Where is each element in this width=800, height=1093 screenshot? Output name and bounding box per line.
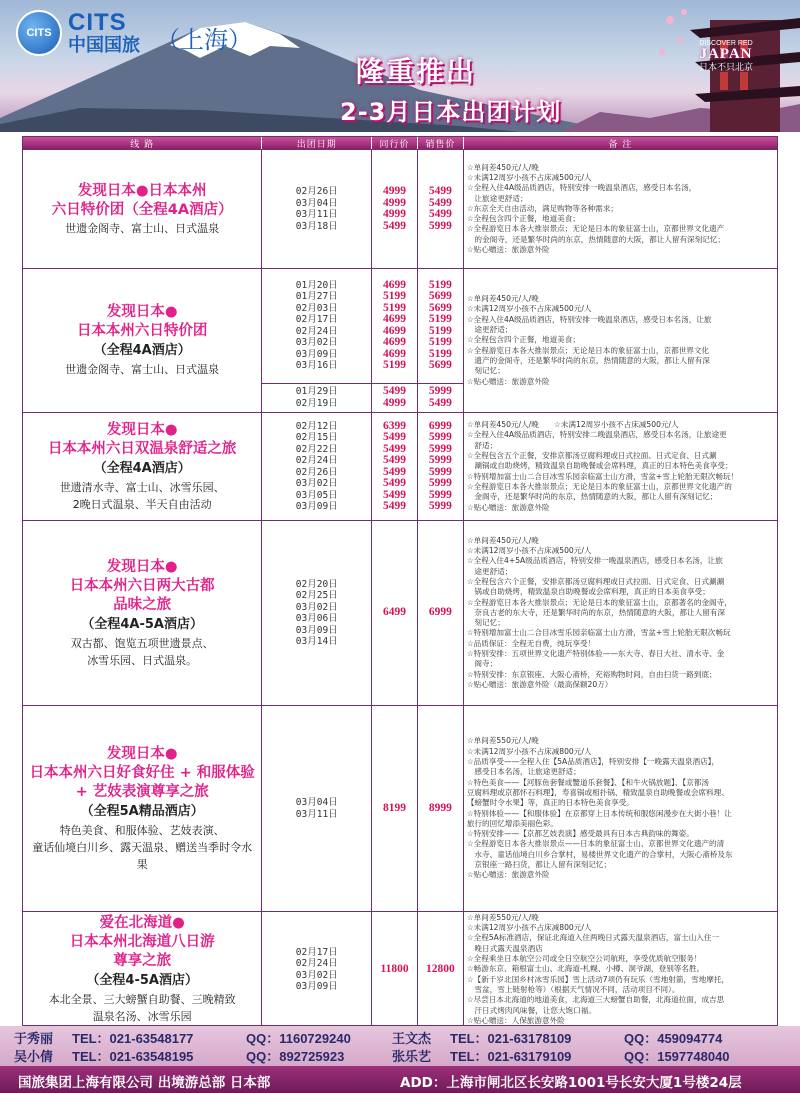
departure-date: 01月27日 [295,291,338,303]
note-line: ☆单间差450元/人/晚 [466,535,539,545]
notes-cell [464,150,777,268]
japan-logo-main: JAPAN [699,46,753,62]
departure-date: 03月06日 [295,613,338,624]
table-row [23,911,777,1027]
departure-date: 02月25日 [295,590,338,601]
table-row [23,520,777,705]
note-line: 阁寺； [466,659,498,669]
note-line: 的金阁寺，还是繁华时尚的东京，热情随意的大阪，都让人留有深刻记忆； [466,234,726,244]
contact-row [14,1046,794,1066]
note-line: ☆贴心赠送：旅游意外险 [466,245,550,255]
contact-qq: QQ：892725923 [246,1049,345,1064]
note-line: ☆单间差450元/人/晚 [466,294,539,304]
peer-price-cell [372,269,418,412]
sale-price: 12800 [426,962,455,975]
sale-price: 5499 [428,196,452,209]
note-line: 【螃蟹时令水果】等，真正的日本特色美食享受。 [466,798,634,808]
peer-price-group [372,521,417,705]
route-highlights: 2晚日式温泉、半天自由活动 [72,497,212,511]
banner-headline: 隆重推出 [356,55,477,88]
note-line: ☆【新千岁北国乡村冰雪乐园】雪上活动7项仍有玩乐（雪地射箭，雪地摩托， [466,974,730,984]
note-line: 涮锅或自助烧烤，精致温泉自助晚餐或会席料理，真正的日本特色美食享受； [466,461,733,471]
peer-price: 5499 [383,431,407,443]
date-group [262,383,371,412]
note-line: 金阁寺，还是繁华时尚的东京，热情随意的大阪，都让人留有深刻记忆； [466,492,718,502]
date-group [262,912,371,1027]
peer-price: 4699 [383,324,407,337]
note-line: ☆全程包含四个正餐，地道美食； [466,214,580,224]
sale-price: 5699 [428,359,452,372]
peer-price: 4999 [383,208,407,220]
departure-date: 03月02日 [295,601,338,613]
route-highlights: 世遗金阁寺、富士山、日式温泉 [65,221,220,235]
peer-price: 5199 [383,359,407,372]
note-line: ☆单间差450元/人/晚 ☆未满12周岁小孩不占床减500元/人 [466,420,679,430]
note-line: ☆特别安排——【京都艺妓表演】感受最具有日本古典韵味的舞姿。 [466,829,694,839]
route-highlights: 世遗清水寺、富士山、冰雪乐园、 [59,480,225,494]
table-body [23,149,777,1027]
route-title-line: 爱在北海道● [99,915,185,931]
notes-cell [464,706,777,911]
route-hotel-level: （全程4-5A酒店） [86,973,198,988]
note-line: ☆特别安排：五项世界文化遗产特别体验——东大寺、春日大社、清水寺、金 [466,649,725,659]
table-row [23,149,777,268]
sale-price-cell [418,912,464,1027]
header-sale-price: 销售价 [418,137,464,149]
japan-logo-top: DISCOVER RED [699,40,753,47]
departure-dates-cell [262,150,372,268]
contact-row [14,1028,794,1048]
contact-name: 王文杰 [392,1031,432,1046]
sale-price-group [418,521,463,705]
sale-price: 5199 [428,336,452,349]
note-line: ☆品质享受——全程入住【5A品质酒店】，特别安排【一晚露天温泉酒店】， [466,757,720,767]
sale-price: 5999 [428,488,452,501]
note-line: 刻记忆； [466,618,505,628]
note-line: ☆品质保证：全程无自费，纯玩享受！ [466,638,596,648]
footer-bar [0,1066,800,1093]
peer-price-cell [372,150,418,268]
sale-price: 5699 [428,290,452,303]
header-banner [0,0,800,132]
sale-price-group [418,706,463,911]
note-line: ☆未满12周岁小孩不占床减500元/人 [466,172,592,182]
sale-price: 5999 [428,454,452,466]
sale-price-cell [418,706,464,911]
note-line: ☆未满12周岁小孩不占床减800元/人 [466,746,592,756]
date-group [262,150,371,268]
peer-price: 6499 [383,606,407,619]
peer-price-cell [372,413,418,520]
peer-price-group [372,150,417,268]
sale-price-group [418,269,463,383]
departure-date: 02月15日 [295,432,338,443]
note-line: 豆腐料理或京都怀石料理】，寿喜锅或相扑锅、精致温泉自助晚餐或会席料理、 [466,787,729,797]
route-title-line: 日本本州六日两大古都 [69,577,215,594]
banner-subheadline: 2-3月日本出团计划 [340,98,562,126]
note-line: ☆未满12周岁小孩不占床减500元/人 [466,304,592,314]
note-line: ☆尽尝日本北海道的地道美食，北海道三大螃蟹自助餐，北海道拉面，成吉思 [466,995,725,1005]
notes-cell [464,912,777,1027]
peer-price: 5499 [383,488,407,501]
route-highlights: 童话仙境白川乡、露天温泉、赠送当季时令水果 [32,840,253,871]
peer-price: 4999 [383,185,407,197]
peer-price-group [372,912,417,1027]
peer-price: 5199 [383,301,407,314]
footer-address: ADD：上海市闸北区长安路1001号长安大厦1号楼24层 [400,1075,742,1091]
route-title-line: 日本本州六日双温泉舒适之旅 [47,440,237,457]
note-line: ☆单间差450元/人/晚 [466,162,539,172]
date-group [262,521,371,705]
departure-date: 02月26日 [295,466,338,478]
table-row [23,412,777,520]
departure-date: 02月03日 [295,302,338,314]
contact-tel: TEL：021-63548195 [72,1049,194,1064]
peer-price: 4999 [383,396,407,409]
note-line: ☆全程游览日本各大推崇景点；无论是日本的象征富士山，京都世界文化遗产的 [466,481,732,491]
departure-date: 03月04日 [295,797,338,808]
note-line: 旅行的回忆增添美丽色彩。 [466,818,558,828]
departure-date: 03月05日 [295,489,338,501]
departure-date: 03月09日 [295,501,338,512]
departure-date: 01月29日 [295,386,338,398]
note-line: ☆特别体验——【和服体验】在京都穿上日本传统和服悠闲漫步在大街小巷！让 [466,808,732,818]
route-title-line: 日本本州六日好食好住 + 和服体验 [29,764,255,781]
sale-price: 6999 [428,606,452,619]
route-cell [23,413,262,520]
peer-price: 5499 [383,442,407,455]
route-title-line: 品味之旅 [113,596,172,613]
departure-date: 03月09日 [295,348,338,360]
sale-price-group [418,912,463,1027]
peer-price: 11800 [380,962,409,975]
note-line: ☆全程游览日本各大推崇景点——日本的象征富士山、京都世界文化遗产的清 [466,839,725,849]
peer-price: 4699 [383,278,407,291]
discover-japan-logo [690,40,762,73]
sale-price: 5999 [428,442,452,455]
japan-logo-cn: 日本不只北京 [698,63,753,73]
route-cell [23,706,262,911]
peer-price: 4699 [383,313,407,326]
route-highlights: 冰雪乐园、日式温泉。 [87,653,198,667]
route-hotel-level: （全程4A酒店） [93,343,191,358]
departure-date: 03月02日 [295,337,338,349]
note-line: ☆特色美食——【河豚鱼套餐或蟹道乐套餐】、【和牛火锅放题】、【京都汤 [466,777,710,787]
notes-cell [464,521,777,705]
departure-date: 02月17日 [295,314,338,326]
note-line: 雪盆，雪上链射枪等）（根据天气情况不同，活动项目不同）。 [466,984,680,994]
footer-company: 国旅集团上海有限公司 出境游总部 日本部 [18,1075,271,1091]
departure-dates-cell [262,706,372,911]
logo-chinese: 中国国旅 [68,35,140,56]
note-line: ☆未满12周岁小孩不占床减500元/人 [466,546,592,556]
contact-name: 吴小倩 [14,1049,54,1064]
peer-price-cell [372,521,418,705]
departure-date: 03月18日 [295,220,338,232]
route-highlights: 本北全景、三大螃蟹自助餐、三晚精致 [48,993,236,1006]
note-line: 奈良古老的东大寺，还是繁华时尚的东京，热情随意的大阪，都让人留有深 [466,607,726,617]
sale-price: 5199 [428,313,452,326]
note-line: ☆全程5A标准酒店，保证北海道入住两晚日式露天温泉酒店，富士山入住一 [466,933,720,943]
note-line: 刻记忆； [466,366,505,376]
note-line: 京银座一路扫货，都让人留有深刻记忆； [466,859,612,869]
cits-logo [16,10,252,56]
sale-price: 5999 [428,500,452,512]
header-peer-price: 同行价 [372,137,418,149]
sale-price: 8999 [428,801,452,814]
route-hotel-level: （全程4A酒店） [93,460,191,476]
note-line: ☆特别增加富士山二合目冰雪乐园亲临富士山方滑，雪盆+雪上轮胎无限次畅玩 [466,628,731,638]
date-group [262,413,371,520]
route-highlights: 温泉名汤、冰雪乐园 [92,1010,192,1023]
peer-price: 4699 [383,336,407,349]
peer-price-group [372,413,417,520]
note-line: ☆特别安排：东京银座、大阪心斋桥，充裕购物时间，自由扫货一路到底； [466,669,717,679]
route-hotel-level: （全程5A精品酒店） [80,803,204,819]
departure-date: 03月11日 [295,209,338,220]
route-hotel-level: （全程4A-5A酒店） [81,616,203,632]
note-line: ☆全程包含五个正餐，安排京都汤豆腐料理或日式拉面、日式定食、日式涮 [466,451,717,461]
peer-price: 5499 [383,219,407,232]
sale-price: 5999 [428,219,452,232]
contact-tel: TEL：021-63548177 [72,1031,194,1046]
route-cell [23,269,262,412]
note-line: 晚日式露天温泉酒店 [466,943,543,953]
note-line: ☆单间差550元/人/晚 [466,912,539,922]
peer-price: 5199 [383,290,407,303]
note-line: ☆全程入住4A级品质酒店，特别安排一晚温泉酒店，感受日本名汤，让旅 [466,314,712,324]
route-cell [23,150,262,268]
note-line: ☆全程入住4A级品质酒店，特别安排一晚温泉酒店，感受日本名汤， [466,183,697,193]
departure-date: 03月09日 [295,981,338,992]
note-line: ☆全程乘坐日本航空公司或全日空航空公司航班，享受优质航空服务！ [466,954,702,964]
note-line: ☆全程游览日本各大推崇景点；无论是日本的象征富士山，京都世界文化遗产 [466,224,725,234]
notes-cell [464,413,777,520]
peer-price: 5499 [383,385,407,398]
contact-qq: QQ：1597748040 [624,1049,730,1064]
note-line: 遗产的金阁寺，还是繁华时尚的东京，热情随意的大阪，都让人留有深 [466,355,710,365]
route-title-line: 尊享之旅 [113,953,172,969]
route-title-line: 日本本州六日特价团 [76,323,208,339]
departure-date: 02月20日 [295,578,338,590]
sale-price: 5999 [428,431,452,443]
date-group [262,706,371,911]
peer-price-group [372,706,417,911]
peer-price: 5499 [383,500,407,512]
date-group [262,269,371,383]
tour-schedule-table [22,136,778,1026]
route-title-line: 发现日本● [106,421,178,438]
note-line: ☆畅游东京、箱根富士山、北海道-札幌、小樽、洞爷湖，登别等名胜。 [466,964,705,974]
note-line: 汗日式烤肉风味餐，让您大饱口福。 [466,1005,596,1015]
note-line: ☆特别增加富士山二合目冰雪乐园亲临富士山方滑，雪盆+雪上轮胎无限次畅玩！ [466,471,739,481]
note-line: ☆未满12周岁小孩不占床减800元/人 [466,923,592,933]
sale-price: 5999 [428,465,452,478]
sale-price-cell [418,413,464,520]
departure-date: 02月12日 [295,420,338,432]
departure-dates-cell [262,912,372,1027]
route-highlights: 双古都、饱览五项世遗景点、 [70,636,214,650]
note-line: 感受日本名汤，让旅途更舒适； [466,767,581,777]
departure-dates-cell [262,413,372,520]
table-header [23,137,777,149]
route-title-line: 发现日本● [106,304,178,320]
departure-dates-cell [262,269,372,412]
departure-date: 02月22日 [295,443,338,455]
route-highlights: 特色美食、和服体验、艺妓表演、 [59,823,225,837]
sale-price: 5499 [428,396,452,409]
departure-date: 01月20日 [295,279,338,291]
route-title-line: 发现日本● [106,558,178,575]
note-line: 舒适； [466,440,498,450]
departure-date: 02月24日 [295,455,338,466]
sale-price-cell [418,150,464,268]
departure-date: 03月04日 [295,197,338,209]
departure-date: 02月19日 [295,397,338,409]
sale-price: 5999 [428,385,452,398]
note-line: 水寺、童话仙境白川乡合掌村，易楼世界文化遗产的合掌村，大阪心斋桥及东 [466,849,733,859]
departure-date: 02月24日 [295,958,338,969]
sale-price-cell [418,269,464,412]
sale-price: 5199 [428,347,452,360]
header-notes: 备 注 [608,139,633,150]
note-line: 锅或自助烧烤，精致温泉自助晚餐或会席料理，真正的日本美食享受； [466,587,710,597]
departure-date: 02月24日 [295,325,338,337]
route-title-line: 六日特价团（全程4A酒店） [51,201,233,218]
peer-price: 5499 [383,465,407,478]
peer-price-group [372,269,417,383]
logo-brand: CITS [68,9,127,36]
peer-price: 5499 [383,477,407,489]
peer-price: 8199 [383,801,407,814]
contact-tel: TEL：021-63178109 [450,1031,572,1046]
peer-price: 4699 [383,347,407,360]
sale-price: 5499 [428,185,452,197]
peer-price: 6399 [383,419,407,432]
departure-date: 03月09日 [295,624,338,636]
peer-price: 5499 [383,454,407,466]
sale-price: 5199 [428,324,452,337]
route-title-line: 发现日本● [106,745,178,762]
route-cell [23,521,262,705]
route-highlights: 世遗金阁寺、富士山、日式温泉 [65,363,220,376]
sale-price-group [418,383,463,412]
header-route: 线 路 [23,137,262,149]
contact-tel: TEL：021-63179109 [450,1049,572,1064]
sale-price-group [418,413,463,520]
contact-qq: QQ：1160729240 [246,1031,351,1046]
note-line: ☆东京全天自由活动，满足购物等各种需求； [466,203,618,213]
note-line: 途更舒适； [466,566,513,576]
peer-price-group [372,383,417,412]
departure-date: 03月14日 [295,636,338,647]
logo-region: （上海） [156,25,252,54]
note-line: ☆全程游览日本各大推崇景点；无论是日本的象征富士山，京都世界文化 [466,345,710,355]
departure-date: 03月11日 [295,808,338,820]
note-line: ☆单间差550元/人/晚 [466,736,539,746]
departure-date: 02月17日 [295,946,338,958]
sale-price: 5499 [428,208,452,220]
note-line: ☆全程入住4A级品质酒店，特别安排二晚温泉酒店，感受日本名汤，让旅途更 [466,430,727,440]
table-row [23,705,777,911]
contact-name: 张乐艺 [392,1049,432,1064]
note-line: ☆全程游览日本各大推崇景点；无论是日本的象征富士山，京都著名的金阁寺， [466,597,732,607]
departure-date: 03月02日 [295,969,338,981]
sale-price-group [418,150,463,268]
note-line: ☆贴心赠送：旅游意外险（最高保额20万） [466,679,613,689]
sale-price: 5699 [428,301,452,314]
header-date: 出团日期 [262,137,372,149]
note-line: ☆全程包含四个正餐，地道美食； [466,335,580,345]
contacts-bar [0,1026,800,1066]
route-title-line: 日本本州北海道八日游 [69,934,215,950]
note-line: ☆贴心赠送：人保旅游意外险 [466,1015,565,1025]
sale-price: 6999 [428,419,452,432]
note-line: ☆贴心赠送：旅游意外险 [466,502,550,512]
table-row [23,268,777,412]
route-cell [23,912,262,1027]
departure-date: 03月16日 [295,360,338,372]
route-title-line: 发现日本●日本本州 [77,182,207,199]
contact-qq: QQ：459094774 [624,1031,723,1046]
note-line: 途更舒适； [466,325,513,335]
note-line: 让旅途更舒适； [466,193,528,203]
route-title-line: + 艺妓表演尊享之旅 [75,783,209,800]
peer-price: 4999 [383,196,407,209]
sale-price-cell [418,521,464,705]
peer-price-cell [372,912,418,1027]
sale-price: 5199 [428,278,452,291]
sale-price: 5999 [428,477,452,489]
note-line: ☆全程入住4+5A级品质酒店，特别安排一晚温泉酒店，感受日本名汤，让旅 [466,556,723,566]
note-line: ☆全程包含六个正餐，安排京都汤豆腐料理或日式拉面、日式定食、日式涮涮 [466,576,725,586]
notes-cell [464,269,777,412]
departure-dates-cell [262,521,372,705]
peer-price-cell [372,706,418,911]
globe-icon: CITS [16,10,62,56]
contact-name: 于秀丽 [14,1031,54,1046]
departure-date: 03月02日 [295,478,338,489]
departure-date: 02月26日 [295,186,338,197]
note-line: ☆贴心赠送：旅游意外险 [466,376,550,386]
note-line: ☆贴心赠送：旅游意外险 [466,870,550,880]
